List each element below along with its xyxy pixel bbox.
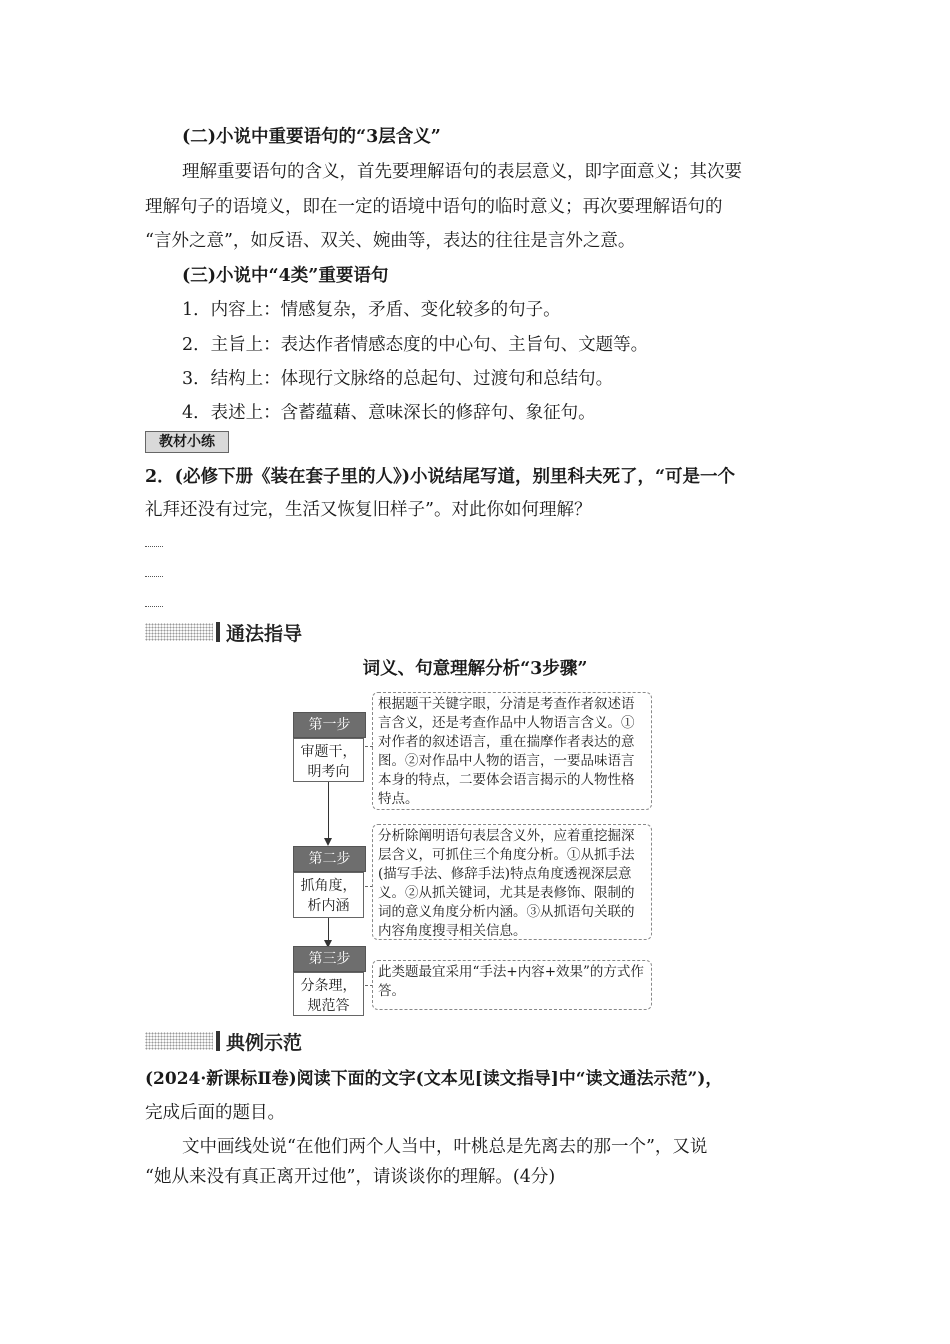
arrow-down-icon	[324, 838, 332, 846]
section-header-method	[145, 621, 302, 643]
exercise-tag: 教材小练	[145, 431, 229, 453]
answer-blank-line[interactable]	[145, 575, 163, 577]
step-label: 第二步	[293, 846, 366, 872]
step-label: 第三步	[293, 946, 366, 972]
exercise-question-line: 2．(必修下册《装在套子里的人》)小说结尾写道，别里科夫死了，“可是一个	[145, 467, 736, 487]
step-note: 此类题最宜采用“手法+内容+效果”的方式作答。	[372, 960, 652, 1010]
step-body: 审题干，明考向	[293, 738, 364, 782]
bar-decoration	[216, 1031, 220, 1051]
section-title: 通法指导	[226, 622, 303, 645]
step-note: 分析除阐明语句表层含义外，应着重挖掘深层含义，可抓住三个角度分析。①从抓手法(描写手法、修辞手法)特点角度透视深层意义。②从抓关键词，尤其是表修饰、限制的词的意义角度分析内涵。③从抓语句关联的内容角度搜寻相关信息。	[372, 824, 652, 940]
answer-blank-line[interactable]	[145, 605, 163, 607]
list-item: 4．表述上：含蓄蕴藉、意味深长的修辞句、象征句。	[182, 403, 596, 423]
paragraph-line: “言外之意”，如反语、双关、婉曲等，表达的往往是言外之意。	[145, 231, 636, 251]
section-heading-three-meanings: (二)小说中重要语句的“3层含义”	[182, 127, 441, 147]
list-item: 2．主旨上：表达作者情感态度的中心句、主旨句、文题等。	[182, 335, 649, 355]
paragraph-line: 理解句子的语境义，即在一定的语境中语句的临时意义；再次要理解语句的	[145, 197, 723, 217]
section-heading-four-types: (三)小说中“4类”重要语句	[182, 266, 389, 286]
section-title: 典例示范	[226, 1031, 303, 1054]
example-source-line: 完成后面的题目。	[145, 1103, 285, 1123]
paragraph-line: 理解重要语句的含义，首先要理解语句的表层意义，即字面意义；其次要	[182, 162, 742, 182]
section-header-example	[145, 1030, 302, 1052]
answer-blank-line[interactable]	[145, 545, 163, 547]
step-body: 分条理，规范答	[293, 972, 364, 1016]
hatch-decoration	[145, 1032, 213, 1050]
step-label: 第一步	[293, 712, 366, 738]
flow-line	[328, 782, 329, 838]
bar-decoration	[216, 622, 220, 642]
list-item: 3．结构上：体现行文脉络的总起句、过渡句和总结句。	[182, 369, 614, 389]
list-item: 1．内容上：情感复杂，矛盾、变化较多的句子。	[182, 300, 561, 320]
step-body: 抓角度，析内涵	[293, 872, 364, 918]
diagram-title: 词义、句意理解分析“3步骤”	[362, 659, 588, 679]
example-source-line: (2024·新课标Ⅱ卷)阅读下面的文字(文本见[读文指导]中“读文通法示范”)，	[145, 1069, 723, 1089]
example-question-line: “她从来没有真正离开过他”，请谈谈你的理解。(4分)	[145, 1167, 556, 1187]
hatch-decoration	[145, 623, 213, 641]
example-question-line: 文中画线处说“在他们两个人当中，叶桃总是先离去的那一个”，又说	[182, 1137, 708, 1157]
step-note: 根据题干关键字眼，分清是考查作者叙述语言含义，还是考查作品中人物语言含义。①对作者的叙述语言，重在揣摩作者表达的意图。②对作品中人物的语言，一要品味语言本身的特点，二要体会语言揭示的人物性格特点。	[372, 692, 652, 810]
exercise-question-line: 礼拜还没有过完，生活又恢复旧样子”。对此你如何理解？	[145, 500, 592, 520]
